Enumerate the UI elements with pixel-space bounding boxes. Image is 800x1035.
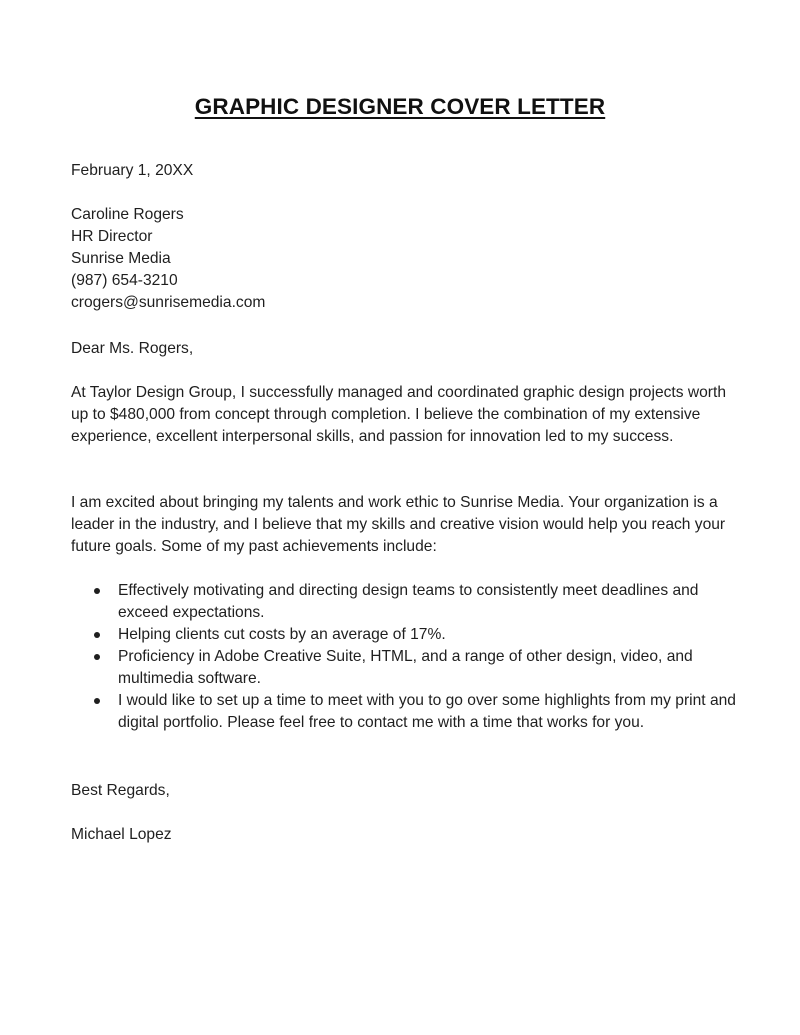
body-paragraph-text: At Taylor Design Group, I successfully managed and coordinated graphic design projects worth up to $480,000 from concept through completion. I believe the combination of my extensive experience, excellent interpersonal skills, and passion for innovation led to my success. [71, 384, 727, 445]
list-item-text: Helping clients cut costs by an average of 17%. [118, 626, 446, 643]
list-item-text: Effectively motivating and directing design teams to consistently meet deadlines and exceed expectations. [118, 582, 699, 621]
body-paragraph [71, 382, 741, 448]
letter-date: February 1, 20XX [71, 162, 194, 179]
body-paragraph [71, 492, 741, 558]
closing: Best Regards, [71, 782, 170, 799]
signature-name: Michael Lopez [71, 826, 172, 843]
recipient-email: crogers@sunrisemedia.com [71, 294, 266, 311]
salutation: Dear Ms. Rogers, [71, 340, 194, 357]
list-item [71, 580, 741, 624]
list-item-text: Proficiency in Adobe Creative Suite, HTML, and a range of other design, video, and multimedia software. [118, 648, 693, 687]
recipient-position: HR Director [71, 228, 153, 245]
list-item-text: I would like to set up a time to meet with you to go over some highlights from my print and digital portfolio. Please feel free to contact me with a time that works for you. [118, 692, 736, 731]
list-item [71, 624, 741, 646]
bullet-icon [94, 588, 100, 594]
list-item [71, 646, 741, 690]
recipient-name: Caroline Rogers [71, 206, 184, 223]
bullet-icon [94, 698, 100, 704]
bullet-icon [94, 632, 100, 638]
bullet-icon [94, 654, 100, 660]
recipient-address-block [71, 204, 741, 314]
list-item [71, 690, 741, 734]
body-paragraph-text: I am excited about bringing my talents and work ethic to Sunrise Media. Your organization is a leader in the industry, and I believe that my skills and creative vision would help you reach your future goals. Some of my past achievements include: [71, 494, 726, 555]
recipient-company: Sunrise Media [71, 250, 171, 267]
achievements-list [71, 580, 741, 734]
document-title: GRAPHIC DESIGNER COVER LETTER [194, 94, 606, 119]
recipient-phone: (987) 654-3210 [71, 272, 178, 289]
